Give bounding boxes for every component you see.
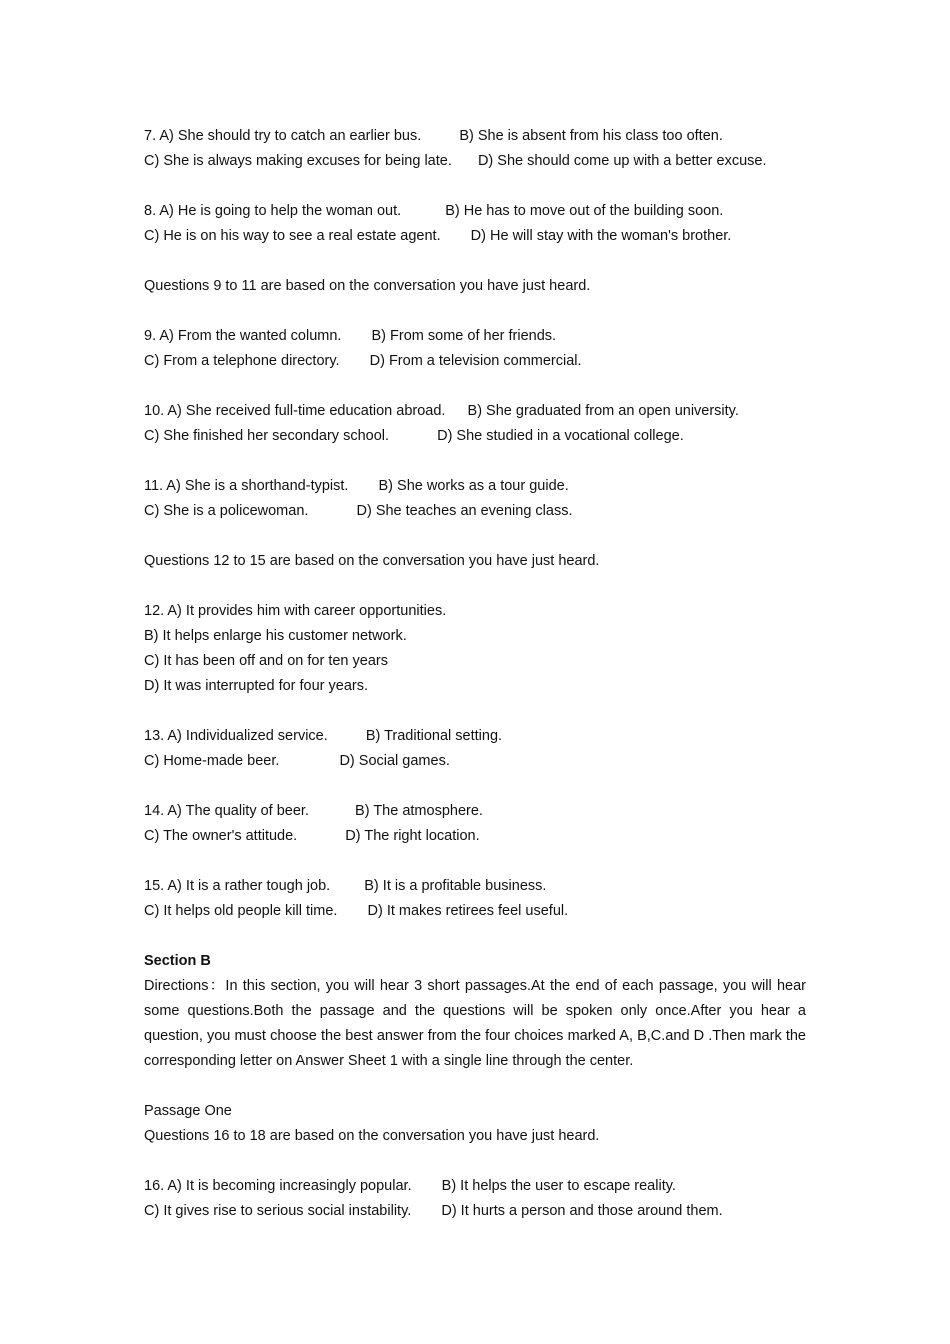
q13-line-1 (144, 724, 806, 749)
q7-line-1 (144, 124, 806, 149)
q15-line-1 (144, 874, 806, 899)
q10-option-b: B) She graduated from an open university. (467, 403, 739, 419)
q14-option-a: 14. A) The quality of beer. (144, 803, 309, 819)
q8-option-a: 8. A) He is going to help the woman out. (144, 203, 402, 219)
q11-option-a: 11. A) She is a shorthand-typist. (144, 478, 349, 494)
section-b-directions: Directions：In this section, you will hear 3 short passages.At the end of each passage, you will hear some questions.Both the passage and the questions will be spoken only once.After you hear a question, you must choose the best answer from the four choices marked A, B,C.and D .Then mark the corresponding letter on Answer Sheet 1 with a single line through the center. (144, 978, 806, 1069)
q10-option-d: D) She studied in a vocational college. (437, 428, 684, 444)
q11-option-d: D) She teaches an evening class. (356, 503, 573, 519)
q7-option-d: D) She should come up with a better excuse. (477, 153, 767, 169)
q7-option-c: C) She is always making excuses for being late. (144, 153, 452, 169)
questions-9-11-intro: Questions 9 to 11 are based on the conversation you have just heard. (144, 278, 591, 294)
q8-line-2 (144, 224, 806, 249)
q13-option-c: C) Home-made beer. (144, 753, 280, 769)
q12-option-a: 12. A) It provides him with career opportunities. (144, 603, 447, 619)
q9-option-c: C) From a telephone directory. (144, 353, 340, 369)
q16-option-b: B) It helps the user to escape reality. (441, 1178, 676, 1194)
q15-line-2 (144, 899, 806, 924)
passage-one-title: Passage One (144, 1103, 232, 1119)
q16-line-2 (144, 1199, 806, 1224)
passage-one-intro: Questions 16 to 18 are based on the conversation you have just heard. (144, 1128, 600, 1144)
q11-line-2 (144, 499, 806, 524)
section-b-heading: Section B (144, 953, 211, 969)
q16-option-a: 16. A) It is becoming increasingly popular. (144, 1178, 412, 1194)
q11-option-b: B) She works as a tour guide. (378, 478, 569, 494)
q16-option-d: D) It hurts a person and those around them. (441, 1203, 723, 1219)
q11-line-1 (144, 474, 806, 499)
q10-option-c: C) She finished her secondary school. (144, 428, 390, 444)
q15-option-d: D) It makes retirees feel useful. (367, 903, 569, 919)
q7-option-a: 7. A) She should try to catch an earlier bus. (144, 128, 422, 144)
q10-option-a: 10. A) She received full-time education abroad. (144, 403, 446, 419)
q15-option-b: B) It is a profitable business. (364, 878, 547, 894)
q16-option-c: C) It gives rise to serious social instability. (144, 1203, 412, 1219)
q9-line-1 (144, 324, 806, 349)
q14-option-b: B) The atmosphere. (355, 803, 483, 819)
q13-option-d: D) Social games. (339, 753, 450, 769)
q10-line-2 (144, 424, 806, 449)
q12-option-d: D) It was interrupted for four years. (144, 678, 369, 694)
q9-option-b: B) From some of her friends. (371, 328, 557, 344)
q14-option-d: D) The right location. (345, 828, 480, 844)
q14-line-2 (144, 824, 806, 849)
q7-line-2 (144, 149, 806, 174)
q8-option-c: C) He is on his way to see a real estate agent. (144, 228, 441, 244)
document-page (144, 124, 806, 1224)
questions-12-15-intro: Questions 12 to 15 are based on the conversation you have just heard. (144, 553, 600, 569)
q7-option-b: B) She is absent from his class too often. (459, 128, 723, 144)
q11-option-c: C) She is a policewoman. (144, 503, 309, 519)
q15-option-c: C) It helps old people kill time. (144, 903, 338, 919)
q8-option-d: D) He will stay with the woman's brother. (470, 228, 732, 244)
q13-line-2 (144, 749, 806, 774)
q9-option-a: 9. A) From the wanted column. (144, 328, 342, 344)
q12-option-c: C) It has been off and on for ten years (144, 653, 388, 669)
q13-option-a: 13. A) Individualized service. (144, 728, 328, 744)
q10-line-1 (144, 399, 806, 424)
q9-line-2 (144, 349, 806, 374)
q8-line-1 (144, 199, 806, 224)
q8-option-b: B) He has to move out of the building soon. (445, 203, 724, 219)
q12-option-b: B) It helps enlarge his customer network. (144, 628, 407, 644)
q16-line-1 (144, 1174, 806, 1199)
q9-option-d: D) From a television commercial. (369, 353, 582, 369)
q13-option-b: B) Traditional setting. (365, 728, 503, 744)
q14-line-1 (144, 799, 806, 824)
q15-option-a: 15. A) It is a rather tough job. (144, 878, 331, 894)
q14-option-c: C) The owner's attitude. (144, 828, 298, 844)
